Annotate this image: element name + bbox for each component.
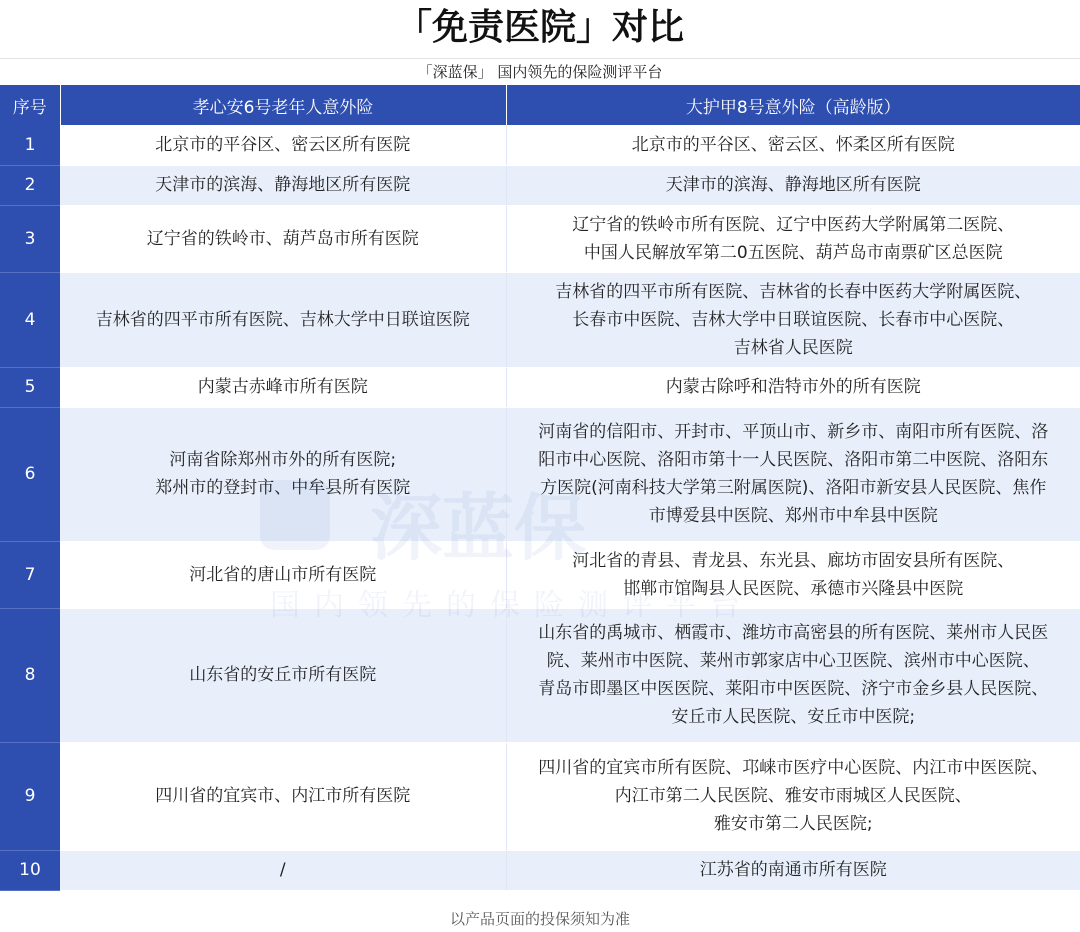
table-body (0, 125, 1080, 890)
cell-product-b: 河北省的青县、青龙县、东光县、廊坊市固安县所有医院、 邯郸市馆陶县人民医院、承德市兴隆县中医院 (506, 541, 1080, 608)
table-row (0, 272, 1080, 367)
table-row (0, 407, 1080, 541)
cell-product-a: 辽宁省的铁岭市、葫芦岛市所有医院 (60, 205, 506, 272)
row-index: 3 (0, 205, 60, 272)
table-row (0, 742, 1080, 850)
row-index: 2 (0, 165, 60, 205)
cell-product-a: 北京市的平谷区、密云区所有医院 (60, 125, 506, 165)
row-index: 6 (0, 407, 60, 541)
comparison-table (0, 85, 1080, 891)
table-row (0, 541, 1080, 608)
row-index: 1 (0, 125, 60, 165)
cell-product-a: 内蒙古赤峰市所有医院 (60, 367, 506, 407)
row-index: 4 (0, 272, 60, 367)
cell-product-a: 山东省的安丘市所有医院 (60, 608, 506, 742)
row-index: 8 (0, 608, 60, 742)
cell-product-b: 辽宁省的铁岭市所有医院、辽宁中医药大学附属第二医院、 中国人民解放军第二0五医院、葫芦岛市南票矿区总医院 (506, 205, 1080, 272)
cell-product-a: 吉林省的四平市所有医院、吉林大学中日联谊医院 (60, 272, 506, 367)
header-product-b: 大护甲8号意外险（高龄版） (506, 85, 1080, 125)
header-index: 序号 (0, 85, 60, 125)
page-title: 「免责医院」对比 (395, 7, 684, 48)
table-row (0, 165, 1080, 205)
table-row (0, 125, 1080, 165)
cell-product-a: 河北省的唐山市所有医院 (60, 541, 506, 608)
cell-product-b: 山东省的禹城市、栖霞市、潍坊市高密县的所有医院、莱州市人民医 院、莱州市中医院、莱州市郭家店中心卫医院、滨州市中心医院、 青岛市即墨区中医医院、莱阳市中医医院、济宁市金乡县人民医院、 安丘市人民医院、安丘市中医院; (506, 608, 1080, 742)
subtitle: 「深蓝保」 国内领先的保险测评平台 (0, 58, 1080, 85)
cell-product-b: 天津市的滨海、静海地区所有医院 (506, 165, 1080, 205)
table-row (0, 608, 1080, 742)
cell-product-b: 吉林省的四平市所有医院、吉林省的长春中医药大学附属医院、 长春市中医院、吉林大学中日联谊医院、长春市中心医院、 吉林省人民医院 (506, 272, 1080, 367)
cell-product-a: 河南省除郑州市外的所有医院; 郑州市的登封市、中牟县所有医院 (60, 407, 506, 541)
table-header-row (0, 85, 1080, 125)
row-index: 5 (0, 367, 60, 407)
cell-product-a: 天津市的滨海、静海地区所有医院 (60, 165, 506, 205)
cell-product-b: 江苏省的南通市所有医院 (506, 850, 1080, 890)
cell-product-b: 四川省的宜宾市所有医院、邛崃市医疗中心医院、内江市中医医院、 内江市第二人民医院、雅安市雨城区人民医院、 雅安市第二人民医院; (506, 742, 1080, 850)
table-row (0, 367, 1080, 407)
cell-product-a: 四川省的宜宾市、内江市所有医院 (60, 742, 506, 850)
table-row (0, 205, 1080, 272)
cell-product-b: 内蒙古除呼和浩特市外的所有医院 (506, 367, 1080, 407)
footnote: 以产品页面的投保须知为准 (449, 910, 630, 928)
header-product-a: 孝心安6号老年人意外险 (60, 85, 506, 125)
row-index: 10 (0, 850, 60, 890)
cell-product-b: 北京市的平谷区、密云区、怀柔区所有医院 (506, 125, 1080, 165)
table-row (0, 850, 1080, 890)
row-index: 7 (0, 541, 60, 608)
cell-product-b: 河南省的信阳市、开封市、平顶山市、新乡市、南阳市所有医院、洛 阳市中心医院、洛阳市第十一人民医院、洛阳市第二中医院、洛阳东 方医院(河南科技大学第三附属医院)、洛阳市新安县人民医院、焦作 市博爱县中医院、郑州市中牟县中医院 (506, 407, 1080, 541)
row-index: 9 (0, 742, 60, 850)
cell-product-a: / (60, 850, 506, 890)
